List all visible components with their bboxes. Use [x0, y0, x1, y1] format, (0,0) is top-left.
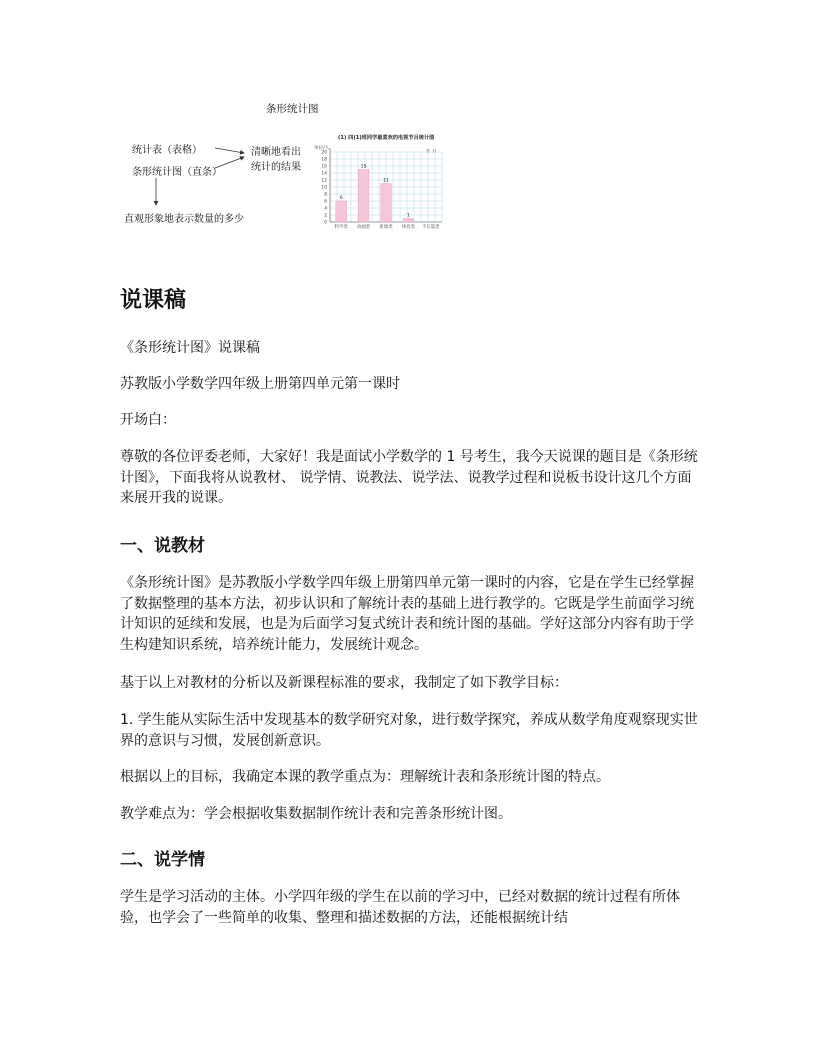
x-tick-label: 新闻类 — [379, 225, 393, 230]
paragraph-3: 开场白： — [120, 412, 176, 428]
paragraph-10: 学生是学习活动的主体。小学四年级的学生在以前的学习中，已经对数据的统计过程有所体验，也学会了一些简单的收集、整理和描述数据的方法，还能根据统计结 — [120, 889, 680, 926]
data-label: 15 — [360, 164, 367, 170]
board-item-bar-chart: 条形统计图（直条） — [132, 167, 222, 178]
x-tick-label: 动画类 — [357, 225, 371, 230]
bar — [336, 201, 347, 222]
y-tick-label: 0 — [324, 220, 327, 226]
x-tick-label: 体育类 — [401, 225, 415, 230]
y-tick-label: 8 — [324, 192, 327, 198]
data-label: 1 — [406, 213, 410, 219]
y-tick-label: 12 — [321, 178, 327, 184]
document-title: 说课稿 — [120, 288, 187, 313]
chart-legend-text: 年 月 — [426, 150, 437, 155]
y-tick-label: 2 — [324, 213, 327, 219]
y-tick-label: 20 — [321, 150, 327, 156]
x-tick-label: 不长篇类 — [422, 225, 440, 230]
y-tick-label: 16 — [321, 164, 327, 170]
paragraph-7: 1. 学生能从实际生活中发现基本的数学研究对象，进行数学探究，养成从数学角度观察现实世界的意识与习惯，发展创新意识。 — [120, 712, 698, 749]
section-heading-2: 二、说学情 — [120, 850, 205, 870]
paragraph-9: 教学难点为：学会根据收集数据制作统计表和完善条形统计图。 — [120, 806, 512, 822]
data-label: 11 — [383, 178, 389, 184]
bar — [358, 170, 369, 223]
paragraph-4: 尊敬的各位评委老师，大家好！我是面试小学数学的 1 号考生，我今天说课的题目是《条形统计图》，下面我将从说教材、 说学情、说教法、说学法、说教学过程和说板书设计这几个方面来展开我的说课。 — [120, 449, 698, 506]
bar — [403, 219, 414, 223]
x-tick-label: 科学类 — [334, 225, 348, 230]
y-tick-label: 6 — [324, 199, 327, 205]
chart-y-label: 单位/人 — [314, 146, 330, 151]
board-title: 条形统计图 — [266, 103, 319, 115]
y-tick-label: 14 — [321, 171, 327, 177]
arrow-table-to-result — [215, 148, 244, 153]
y-tick-label: 10 — [321, 185, 327, 191]
paragraph-2: 苏教版小学数学四年级上册第四单元第一课时 — [120, 376, 400, 392]
paragraph-1: 《条形统计图》说课稿 — [120, 340, 260, 356]
data-label: 6 — [339, 196, 343, 201]
board-result-line1: 清晰地看出 — [251, 147, 301, 158]
arrow-chart-to-result — [215, 157, 244, 168]
chart-title: (1) 四(1)班同学最喜欢的电视节目统计图 — [338, 135, 435, 141]
bar — [381, 184, 392, 223]
paragraph-8: 根据以上的目标，我确定本课的教学重点为：理解统计表和条形统计图的特点。 — [120, 769, 610, 785]
paragraph-6: 基于以上对教材的分析以及新课程标准的要求，我制定了如下教学目标： — [120, 675, 568, 691]
y-tick-label: 4 — [324, 206, 327, 212]
bar-chart — [312, 130, 452, 235]
board-item-table: 统计表（表格） — [132, 145, 202, 156]
section-heading-1: 一、说教材 — [120, 536, 205, 556]
board-result-line2: 统计的结果 — [251, 162, 301, 173]
board-bottom-note: 直观形象地表示数量的多少 — [124, 214, 244, 225]
paragraph-5: 《条形统计图》是苏教版小学数学四年级上册第四单元第一课时的内容，它是在学生已经掌握了数据整理的基本方法，初步认识和了解统计表的基础上进行教学的。它既是学生前面学习统计知识的延续和发展，也是为后面学习复式统计表和统计图的基础。学好这部分内容有助于学生构建知识系统，培养统计能力，发展统计观念。 — [120, 575, 694, 653]
y-tick-label: 18 — [321, 157, 327, 163]
